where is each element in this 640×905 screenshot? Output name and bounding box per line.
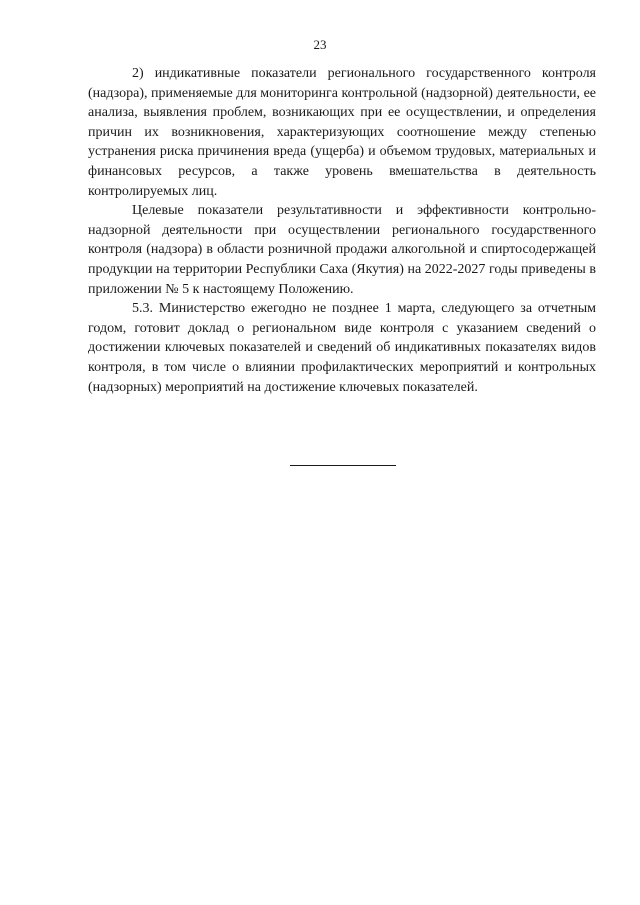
paragraph-section-5-3: 5.3. Министерство ежегодно не позднее 1 марта, следующего за отчетным годом, готовит доклад о региональном виде контроля с указанием сведений о достижении ключевых показателей и сведений об индикативных показателях видов контроля, в том числе о влиянии профилактических мероприятий и контрольных (надзорных) мероприятий на достижение ключевых показателей. <box>88 301 596 395</box>
end-of-text-rule <box>290 465 396 466</box>
document-body <box>88 64 596 397</box>
paragraph-target-indicators: Целевые показатели результативности и эффективности контрольно-надзорной деятельности при осуществлении регионального государственного контроля (надзора) в области розничной продажи алкогольной и спиртосодержащей продукции на территории Республики Саха (Якутия) на 2022-2027 годы приведены в приложении № 5 к настоящему Положению. <box>88 203 596 297</box>
paragraph-indicative-indicators: 2) индикативные показатели регионального государственного контроля (надзора), применяемые для мониторинга контрольной (надзорной) деятельности, ее анализа, выявления проблем, возникающих при ее осуществлении, и определения причин их возникновения, характеризующих соотношение между степенью устранения риска причинения вреда (ущерба) и объемом трудовых, материальных и финансовых ресурсов, а также уровень вмешательства в деятельность контролируемых лиц. <box>88 66 596 199</box>
page-number: 23 <box>313 37 327 52</box>
